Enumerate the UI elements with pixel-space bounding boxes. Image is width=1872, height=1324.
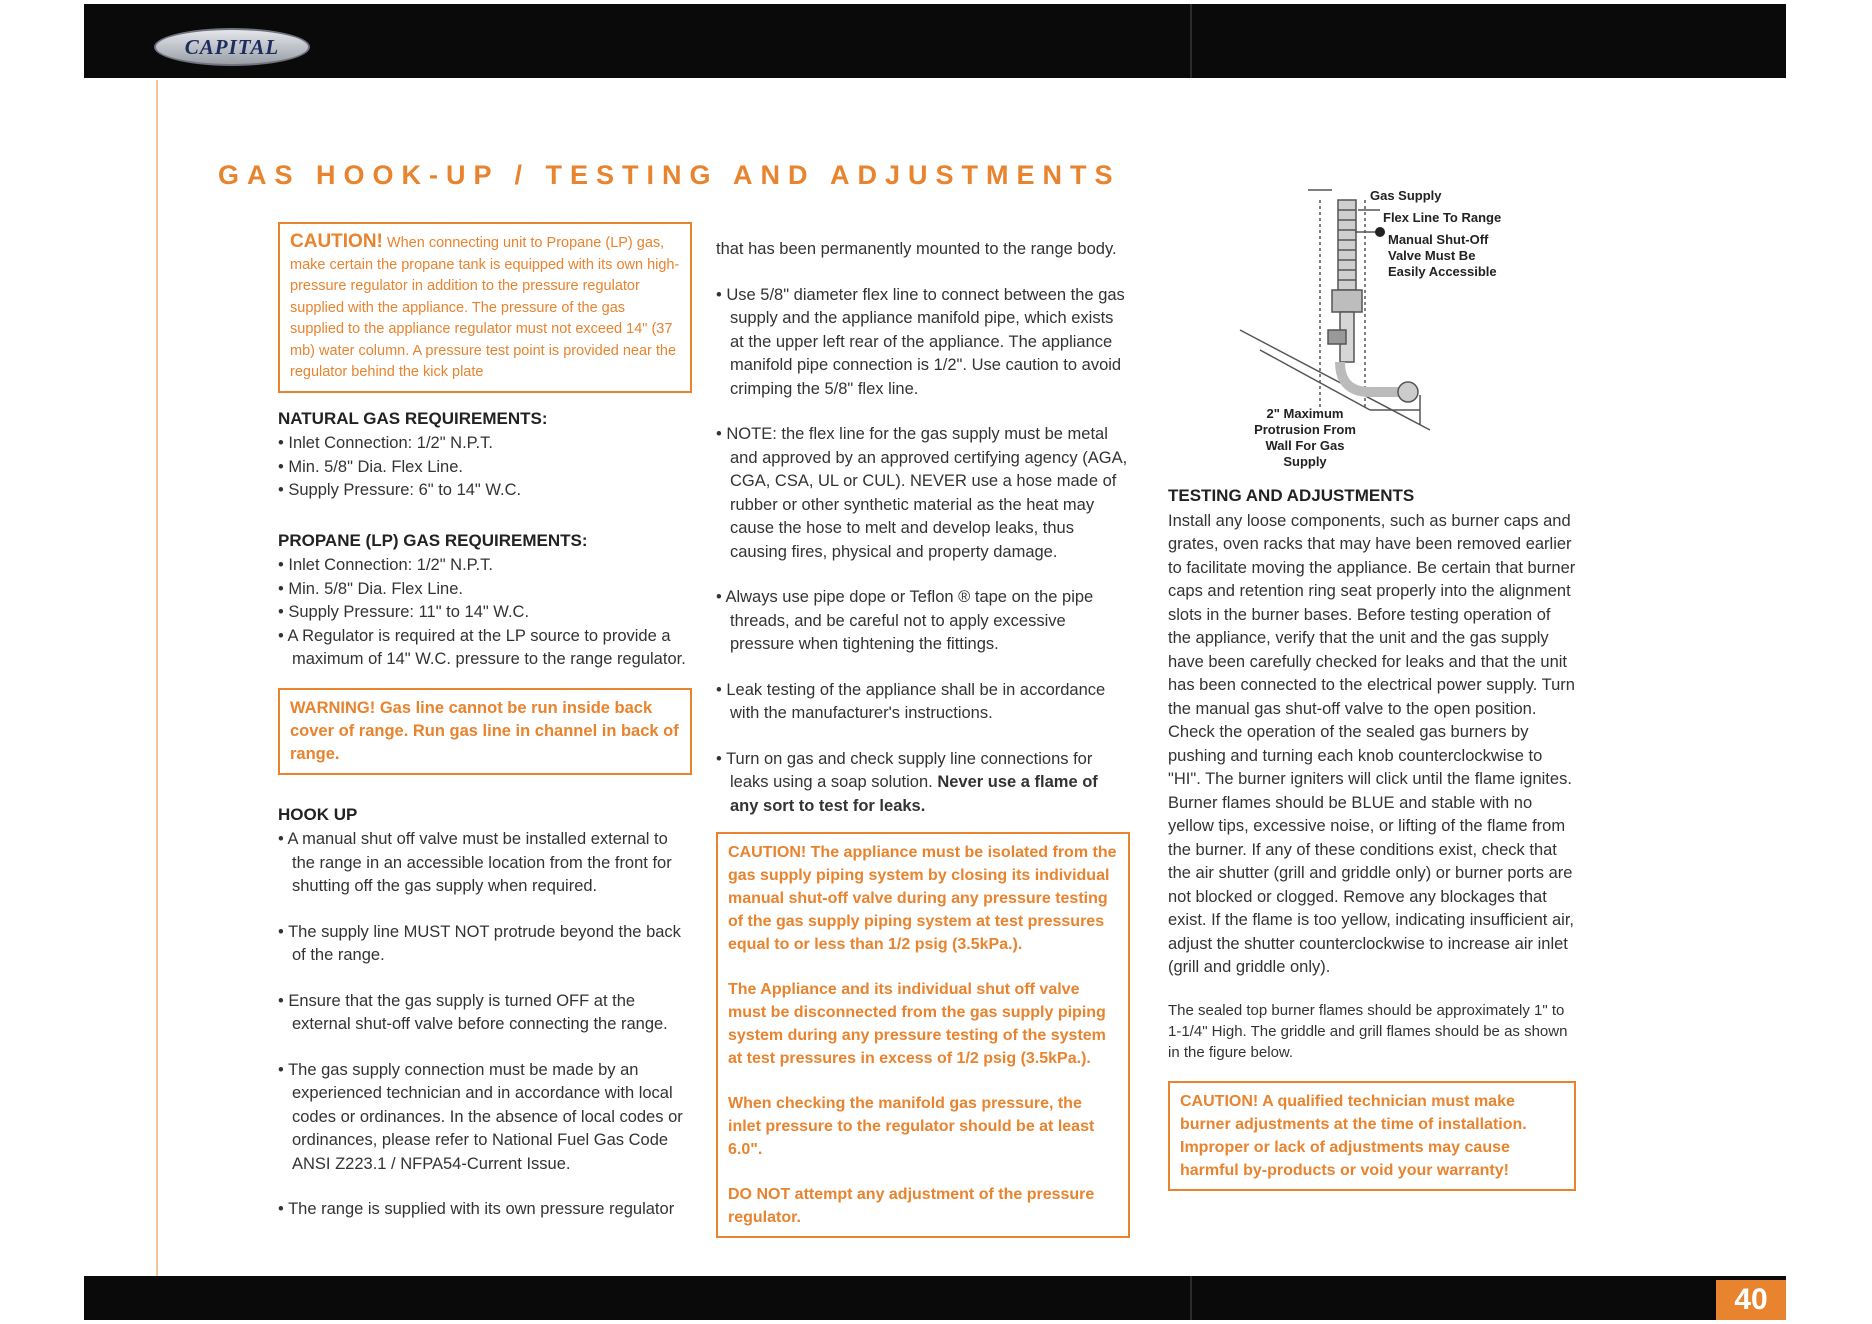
list-item: • Ensure that the gas supply is turned OFF at the external shut-off valve before connecting the range. xyxy=(278,990,692,1037)
leak-test-text: Turn on gas and check supply line connections for leaks using a soap solution. xyxy=(726,749,1093,791)
list-item: • The supply line MUST NOT protrude beyond the back of the range. xyxy=(278,921,692,968)
gas-connection-diagram xyxy=(1220,180,1550,480)
caution-paragraph: The Appliance and its individual shut off valve must be disconnected from the gas supply piping system during any pressure testing of the system at test pressures in excess of 1/2 psig (3.5kPa.). xyxy=(728,981,1106,1067)
technician-caution-box: CAUTION! A qualified technician must make burner adjustments at the time of installation. Improper or lack of adjustments may cause harmful by-products or void your warranty! xyxy=(1168,1081,1576,1191)
protrusion-label: 2" Maximum Protrusion From Wall For Gas Supply xyxy=(1254,406,1356,469)
hookup-heading: HOOK UP xyxy=(278,804,358,824)
logo-text: CAPITAL xyxy=(184,34,280,59)
propane-heading: PROPANE (LP) GAS REQUIREMENTS: xyxy=(278,530,588,550)
continued-text: that has been permanently mounted to the range body. xyxy=(716,240,1117,258)
footer-divider xyxy=(1190,1276,1192,1320)
list-item: • Min. 5/8" Dia. Flex Line. xyxy=(278,456,692,480)
list-item: • The range is supplied with its own pressure regulator xyxy=(278,1198,692,1222)
flex-line-label: Flex Line To Range xyxy=(1383,210,1502,225)
header-divider xyxy=(1190,4,1192,78)
page-title: GAS HOOK-UP / TESTING AND ADJUSTMENTS xyxy=(218,160,1121,190)
list-item: • NOTE: the flex line for the gas supply must be metal and approved by an approved certifying agency (AGA, CGA, CSA, UL or CUL). NEVER use a hose made of rubber or other synthetic material as the heat may cause the hose to melt and develop leaks, thus causing fires, physical and property damage. xyxy=(716,423,1130,564)
list-item: • A Regulator is required at the LP source to provide a maximum of 14" W.C. pressure to the range regulator. xyxy=(278,625,692,672)
list-item: • Supply Pressure: 6" to 14" W.C. xyxy=(278,479,692,503)
list-item: • Supply Pressure: 11" to 14" W.C. xyxy=(278,601,692,625)
caution-text: When connecting unit to Propane (LP) gas, make certain the propane tank is equipped with its own high-pressure regulator in addition to the pressure regulator supplied with the appliance. The pressure of the gas supplied to the appliance regulator must not exceed 14" (37 mb) water column. A pressure test point is provided near the regulator behind the kick plate xyxy=(290,235,680,380)
gas-supply-label: Gas Supply xyxy=(1370,188,1442,203)
pressure-testing-caution-box xyxy=(716,832,1130,1238)
caution-paragraph: DO NOT attempt any adjustment of the pressure regulator. xyxy=(728,1186,1095,1226)
list-item: • Leak testing of the appliance shall be in accordance with the manufacturer's instructions. xyxy=(716,679,1130,726)
list-item: • The gas supply connection must be made by an experienced technician and in accordance with local codes or ordinances. In the absence of local codes or ordinances, please refer to National Fuel Gas Code ANSI Z223.1 / NFPA54-Current Issue. xyxy=(278,1059,692,1177)
natural-gas-heading: NATURAL GAS REQUIREMENTS: xyxy=(278,408,548,428)
list-item xyxy=(716,748,1130,819)
page-number: 40 xyxy=(1716,1280,1786,1320)
list-item: • Use 5/8" diameter flex line to connect between the gas supply and the appliance manifold pipe, which exists at the upper left rear of the appliance. The appliance manifold pipe connection is 1/2". Use caution to avoid crimping the 5/8" flex line. xyxy=(716,284,1130,402)
list-item: • Always use pipe dope or Teflon ® tape on the pipe threads, and be careful not to apply excessive pressure when tightening the fittings. xyxy=(716,586,1130,657)
middle-column xyxy=(716,238,1130,1238)
left-column xyxy=(278,222,692,1222)
footer-bar xyxy=(84,1276,1786,1320)
list-item: • Min. 5/8" Dia. Flex Line. xyxy=(278,578,692,602)
caution-paragraph: When checking the manifold gas pressure, the inlet pressure to the regulator should be at least 6.0". xyxy=(728,1095,1095,1158)
leak-test-warning: Never use a flame of any sort to test for leaks. xyxy=(730,773,1098,815)
gas-line-warning-box: WARNING! Gas line cannot be run inside back cover of range. Run gas line in channel in back of range. xyxy=(278,688,692,775)
caution-lead: CAUTION! xyxy=(290,231,383,252)
margin-rule xyxy=(156,80,158,1276)
testing-body: Install any loose components, such as burner caps and grates, oven racks that may have been removed earlier to facilitate moving the appliance. Be certain that burner caps and retention ring seat properly into the alignment slots in the burner bases. Before testing operation of the appliance, verify that the unit and the gas supply have been carefully checked for leaks and that the unit has been connected to the electrical power supply. Turn the manual gas shut-off valve to the open position. Check the operation of the sealed gas burners by pushing and turning each knob counterclockwise to "HI". The burner igniters will click until the flame ignites. Burner flames should be BLUE and stable with no yellow tips, excessive noise, or lifting of the flame from the burner. If any of these conditions exist, check that the air shutter (grill and griddle only) or burner ports are not blocked or clogged. Remove any blockages that exist. If the flame is too yellow, indicating insufficient air, adjust the shutter counterclockwise to increase air inlet (grill and griddle only). xyxy=(1168,511,1576,976)
header-bar xyxy=(84,4,1786,78)
list-item: • Inlet Connection: 1/2" N.P.T. xyxy=(278,554,692,578)
list-item: • A manual shut off valve must be installed external to the range in an accessible location from the front for shutting off the gas supply when required. xyxy=(278,828,692,899)
testing-heading: TESTING AND ADJUSTMENTS xyxy=(1168,486,1415,505)
flame-height-note: The sealed top burner flames should be approximately 1" to 1-1/4" High. The griddle and grill flames should be as shown in the figure below. xyxy=(1168,1001,1568,1061)
capital-logo xyxy=(154,28,310,66)
list-item: • Inlet Connection: 1/2" N.P.T. xyxy=(278,432,692,456)
shutoff-valve-label: Manual Shut-Off Valve Must Be Easily Accessible xyxy=(1388,232,1497,279)
right-column xyxy=(1168,484,1576,1191)
propane-caution-box xyxy=(278,222,692,393)
caution-paragraph: CAUTION! The appliance must be isolated from the gas supply piping system by closing its individual manual shut-off valve during any pressure testing of the gas supply piping system at test pressures equal to or less than 1/2 psig (3.5kPa.). xyxy=(728,844,1117,953)
